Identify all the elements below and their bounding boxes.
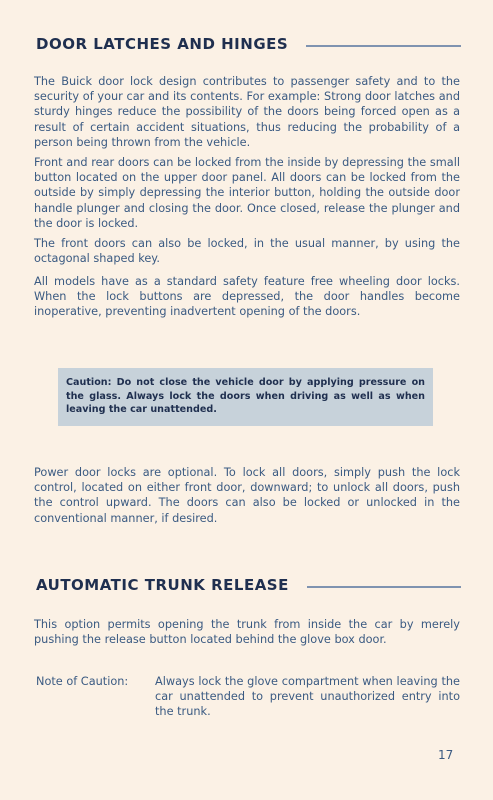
paragraph-trunk-release: This option permits opening the trunk from inside the car by merely pushing the release button located behind the glove box door. (34, 618, 460, 647)
paragraph-front-doors-key: The front doors can also be locked, in the usual manner, by using the octagonal shaped key. (34, 237, 460, 266)
section-heading-trunk-release: AUTOMATIC TRUNK RELEASE (36, 576, 289, 594)
paragraph-power-door-locks: Power door locks are optional. To lock all doors, simply push the lock control, located on either front door, downward; to unlock all doors, push the control upward. The doors can also be locked or unlocked in the conventional manner, if desired. (34, 466, 460, 525)
note-of-caution-text: Always lock the glove compartment when leaving the car unattended to prevent unauthorized entry into the trunk. (155, 675, 460, 719)
section-heading-row (36, 576, 461, 594)
paragraph-locking-doors: Front and rear doors can be locked from the inside by depressing the small button located on the upper door panel. All doors can be locked from the outside by simply depressing the interior button, holding the outside door handle plunger and closing the door. Once closed, release the plunger and the door is locked. (34, 156, 460, 230)
note-of-caution-label: Note of Caution: (36, 675, 129, 688)
paragraph-free-wheeling-locks: All models have as a standard safety feature free wheeling door locks. When the lock buttons are depressed, the door handles become inoperative, preventing inadvertent opening of the doors. (34, 275, 460, 319)
heading-rule (307, 586, 461, 588)
paragraph-door-lock-design: The Buick door lock design contributes to passenger safety and to the security of your car and its contents. For example: Strong door latches and sturdy hinges reduce the possibility of the doors being forced open as a result of certain accident situations, thus reducing the probability of a person being thrown from the vehicle. (34, 75, 460, 149)
section-heading-row (36, 35, 461, 53)
section-heading-door-latches: DOOR LATCHES AND HINGES (36, 35, 289, 53)
page-number: 17 (438, 748, 454, 762)
heading-rule (306, 45, 461, 47)
caution-box: Caution: Do not close the vehicle door by applying pressure on the glass. Always lock the doors when driving as well as when leaving the car unattended. (58, 368, 433, 426)
